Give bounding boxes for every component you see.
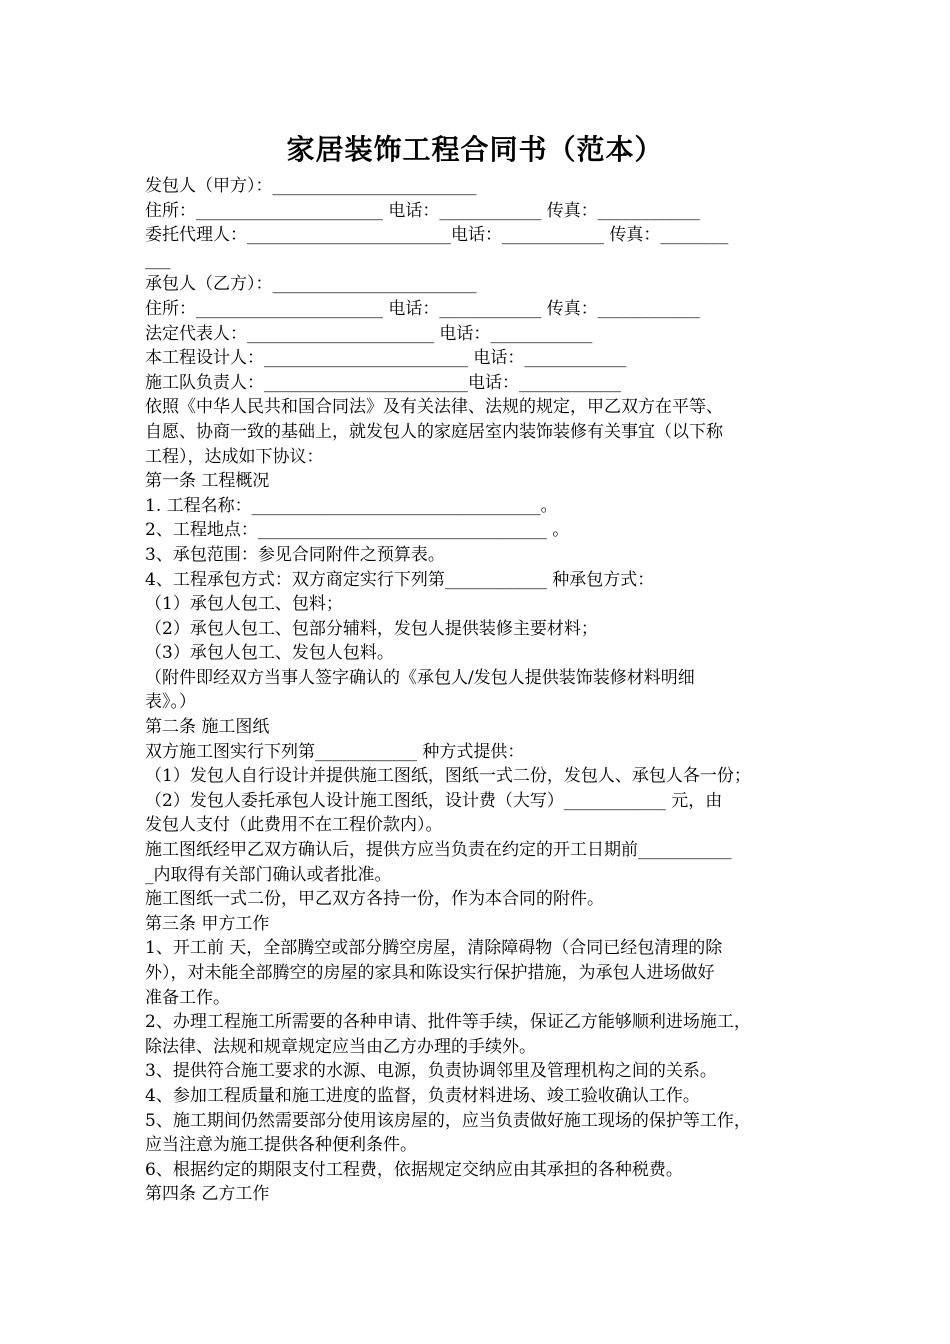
section-heading: 第三条 甲方工作	[145, 913, 270, 934]
text-line: 5、施工期间仍然需要部分使用该房屋的，应当负责做好施工现场的保护等工作，	[145, 1110, 751, 1131]
text-line: 自愿、协商一致的基础上，就发包人的家庭居室内装饰装修有关事宜（以下称	[145, 421, 723, 442]
text-line: 6、根据约定的期限支付工程费，依据规定交纳应由其承担的各种税费。	[145, 1159, 683, 1180]
text-line: 3、提供符合施工要求的水源、电源，负责协调邻里及管理机构之间的关系。	[145, 1061, 717, 1082]
text-line: 2、办理工程施工所需要的各种申请、批件等手续，保证乙方能够顺利进场施工，	[145, 1012, 751, 1033]
text-line: 承包人（乙方）：________________________	[145, 274, 477, 295]
section-heading: 第一条 工程概况	[145, 471, 270, 492]
text-line: 4、参加工程质量和施工进度的监督，负责材料进场、竣工验收确认工作。	[145, 1085, 700, 1106]
text-line: 委托代理人：________________________电话：____________ 传真：________	[145, 225, 729, 246]
text-line: 外），对未能全部腾空的房屋的家具和陈设实行保护措施，为承包人进场做好	[145, 963, 715, 983]
text-line: 施工队负责人：________________________电话：____________	[145, 372, 621, 393]
text-line: （2）承包人包工、包部分辅料，发包人提供装修主要材料；	[145, 618, 598, 639]
text-line: 发包人（甲方）：________________________	[145, 176, 477, 196]
text-line: 除法律、法规和规章规定应当由乙方办理的手续外。	[145, 1036, 536, 1057]
text-line: （2）发包人委托承包人设计施工图纸，设计费（大写）____________ 元，由	[145, 790, 723, 811]
text-line: 4、工程承包方式：双方商定实行下列第____________ 种承包方式：	[145, 569, 655, 590]
text-line: 法定代表人：______________________ 电话：____________	[145, 323, 593, 344]
text-line: 本工程设计人：________________________ 电话：____________	[145, 348, 627, 369]
text-line: 施工图纸一式二份，甲乙双方各持一份，作为本合同的附件。	[145, 889, 604, 910]
text-line: （1）承包人包工、包料；	[145, 594, 343, 615]
text-line: 住所：______________________ 电话：____________ 传真：____________	[145, 298, 700, 319]
text-line: 表》。）	[145, 692, 196, 713]
text-line: _内取得有关部门确认或者批准。	[145, 864, 392, 885]
text-line: 依照《中华人民共和国合同法》及有关法律、法规的规定，甲乙双方在平等、	[145, 397, 723, 418]
section-heading: 第四条 乙方工作	[145, 1184, 270, 1205]
text-line: 准备工作。	[145, 987, 230, 1008]
text-line: 1、开工前 天，全部腾空或部分腾空房屋，清除障碍物（合同已经包清理的除	[145, 938, 723, 959]
document-body	[145, 174, 810, 1207]
text-line: （附件即经双方当事人签字确认的《承包人/发包人提供装饰装修材料明细	[145, 667, 695, 688]
section-heading: 第二条 施工图纸	[145, 717, 270, 738]
text-line: 工程），达成如下协议：	[145, 446, 324, 467]
text-line: （1）发包人自行设计并提供施工图纸，图纸一式二份，发包人、承包人各一份；	[145, 766, 751, 787]
text-line: ___	[145, 249, 171, 270]
text-line: 3、承包范围：参见合同附件之预算表。	[145, 544, 445, 565]
text-line: 1. 工程名称：__________________________________。	[145, 495, 558, 516]
document-title: 家居装饰工程合同书（范本）	[286, 133, 664, 166]
text-line: 2、工程地点：__________________________________ 。	[145, 520, 570, 541]
text-line: 发包人支付（此费用不在工程价款内）。	[145, 815, 443, 836]
text-line: 住所：______________________ 电话：____________ 传真：____________	[145, 200, 700, 221]
text-line: （3）承包人包工、发包人包料。	[145, 643, 394, 664]
text-line: 双方施工图实行下列第____________ 种方式提供：	[145, 741, 525, 762]
text-line: 应当注意为施工提供各种便利条件。	[145, 1135, 417, 1156]
text-line: 施工图纸经甲乙双方确认后，提供方应当负责在约定的开工日期前___________	[145, 840, 732, 861]
